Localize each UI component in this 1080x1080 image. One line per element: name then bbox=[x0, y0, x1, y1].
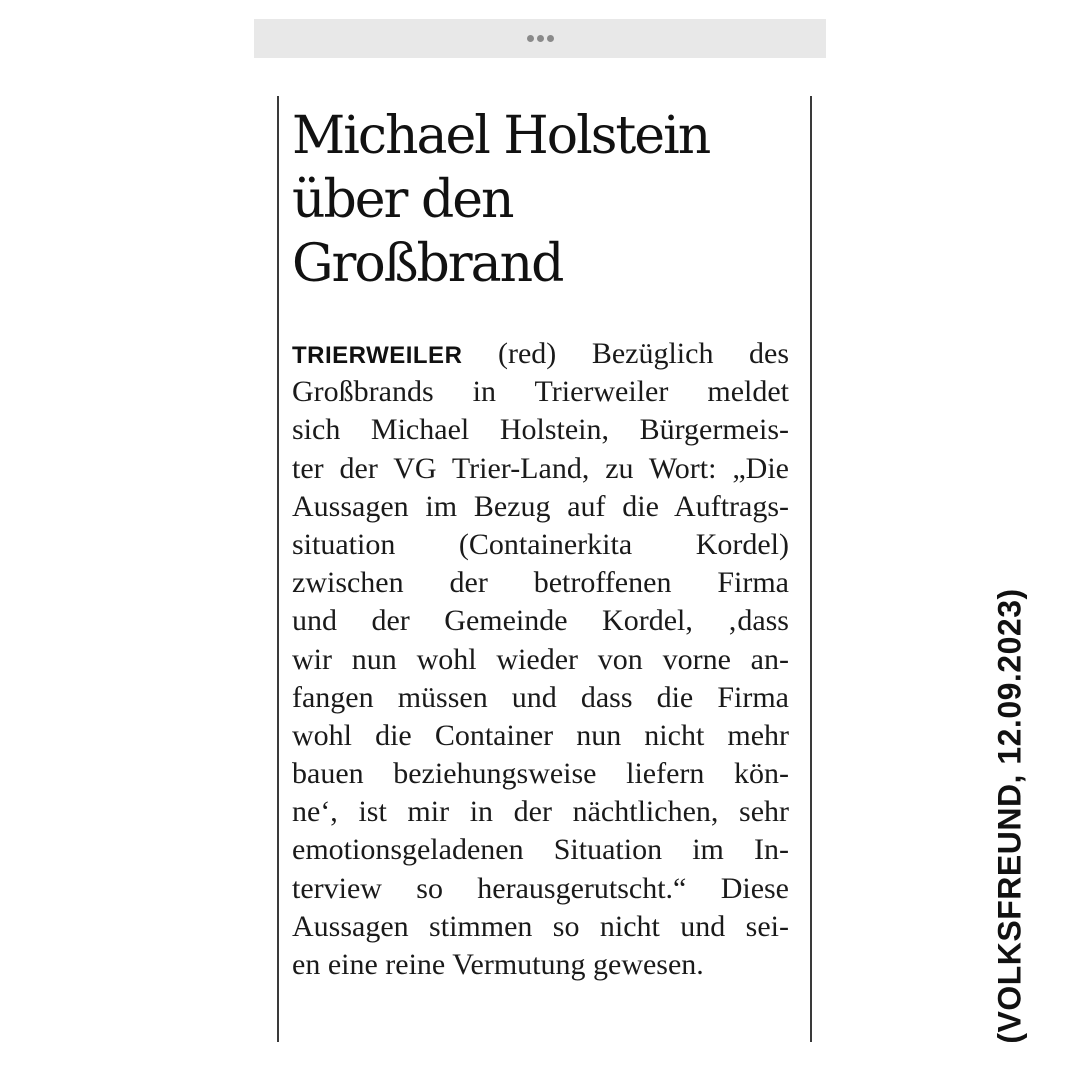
top-bar bbox=[254, 19, 826, 58]
body-line: fangen müssen und dass die Firma bbox=[292, 680, 789, 714]
dateline: TRIERWEILER bbox=[292, 342, 463, 369]
body-line: situation (Containerkita Kordel) bbox=[292, 527, 789, 561]
body-line: Aussagen stimmen so nicht und sei- bbox=[292, 909, 789, 943]
body-line: zwischen der betroffenen Firma bbox=[292, 566, 789, 600]
body-line: Großbrands in Trierweiler meldet bbox=[292, 375, 789, 409]
headline bbox=[292, 104, 802, 296]
body-line: ter der VG Trier-Land, zu Wort: „Die bbox=[292, 451, 789, 485]
body-line: ne‘, ist mir in der nächtlichen, sehr bbox=[292, 795, 789, 829]
body-line: sich Michael Holstein, Bürgermeis- bbox=[292, 413, 789, 447]
more-horizontal-icon[interactable] bbox=[527, 35, 554, 42]
source-credit bbox=[990, 588, 1030, 1044]
body-line: en eine reine Vermutung gewesen. bbox=[292, 948, 704, 981]
body-line: wohl die Container nun nicht mehr bbox=[292, 718, 789, 752]
body-line: wir nun wohl wieder von vorne an- bbox=[292, 642, 789, 676]
source-label: (VOLKSFREUND, 12.09.2023) bbox=[991, 588, 1028, 1044]
column-rule-left bbox=[277, 96, 279, 1042]
body-line: bauen beziehungsweise liefern kön- bbox=[292, 757, 789, 791]
body-line: emotionsgeladenen Situation im In- bbox=[292, 833, 789, 867]
article-body bbox=[292, 335, 789, 984]
body-text: (red) Bezüglich des bbox=[462, 337, 789, 370]
headline-line: Großbrand bbox=[292, 234, 563, 294]
body-line: und der Gemeinde Kordel, ‚dass bbox=[292, 604, 789, 638]
body-line: Aussagen im Bezug auf die Auftrags- bbox=[292, 489, 789, 523]
body-line: terview so herausgerutscht.“ Diese bbox=[292, 871, 789, 905]
headline-line: Michael Holstein bbox=[292, 106, 710, 166]
column-rule-right bbox=[810, 96, 812, 1042]
body-line bbox=[292, 335, 789, 373]
headline-line: über den bbox=[292, 170, 513, 230]
